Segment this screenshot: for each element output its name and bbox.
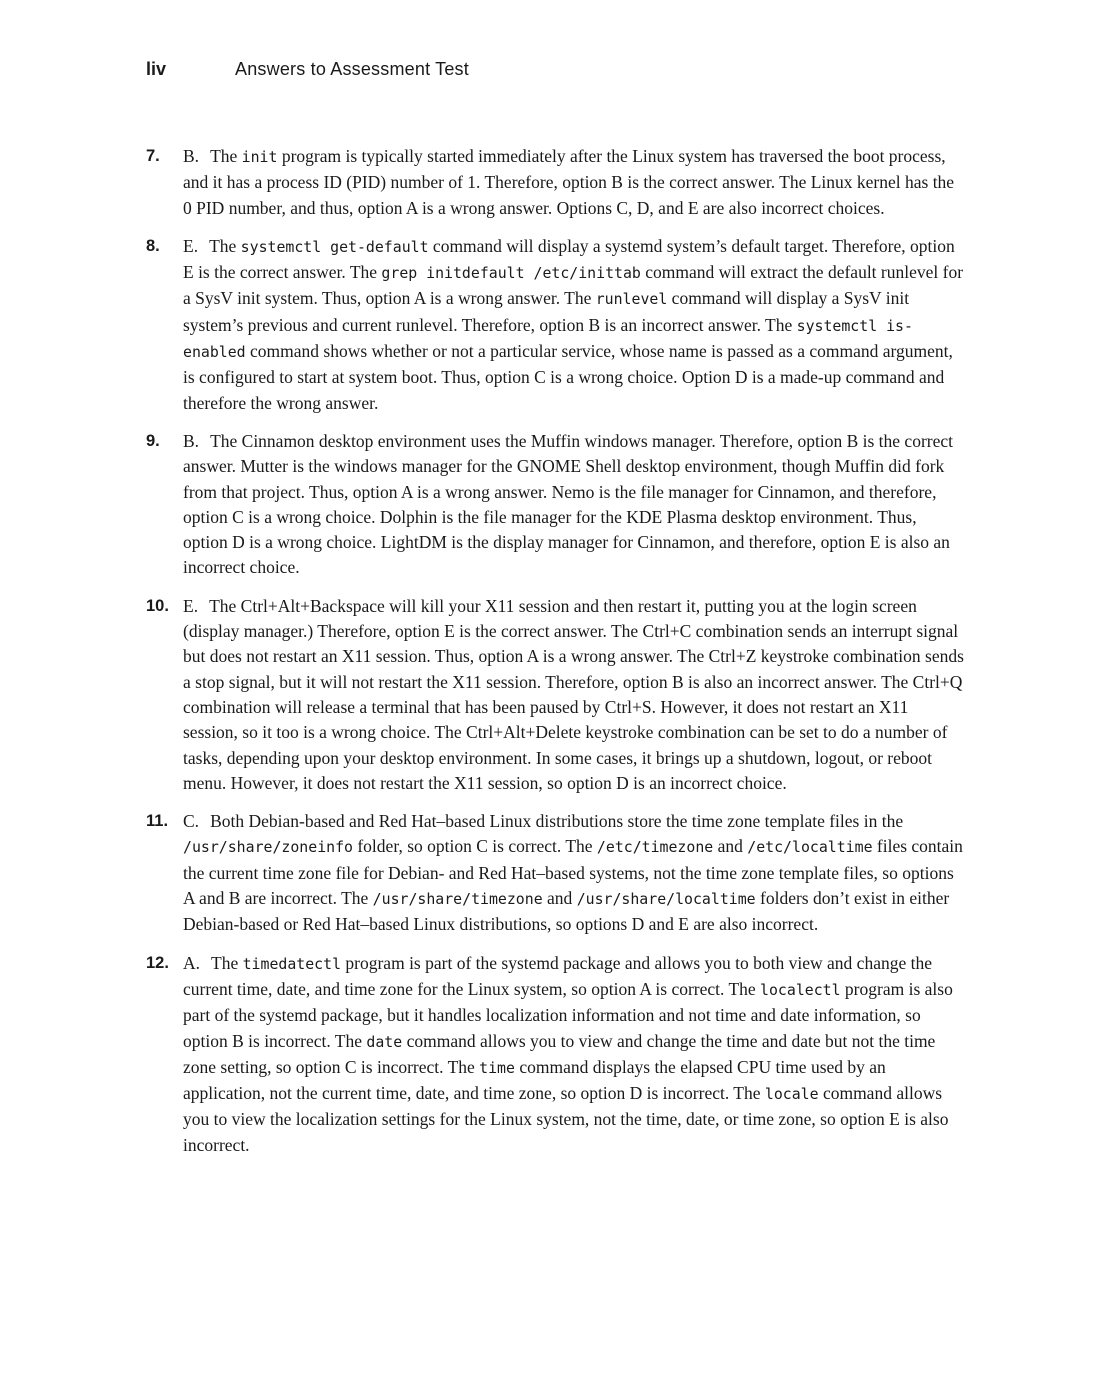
code-term: localectl (760, 980, 841, 999)
answer-item (146, 951, 964, 1158)
answer-item (146, 809, 964, 937)
running-head-title: Answers to Assessment Test (235, 59, 469, 79)
answer-number: 7. (146, 147, 160, 165)
text-run: The (211, 952, 243, 973)
text-run: command will display a systemd system’s default target. Therefore, option E is the correct answer. The (183, 235, 955, 283)
code-term: grep initdefault /etc/inittab (381, 264, 641, 283)
text-run: Both Debian-based and Red Hat–based Linux distributions store the time zone template files in the (210, 811, 904, 832)
code-term: /etc/timezone (596, 838, 714, 857)
text-run: program is typically started immediately after the Linux system has traversed the boot process, and it has a process ID (PID) number of 1. Therefore, option B is the correct answer. The Linux kernel has the 0 PID number, and thus, option A is a wrong answer. Options C, D, and E are also incorrect choices. (183, 146, 955, 218)
text-run: program is also part of the systemd package, but it handles localization information and not time and date information, so option B is incorrect. The (183, 978, 953, 1051)
code-term: systemctl get-default (240, 237, 429, 256)
text-run: command will extract the default runlevel for a SysV init system. Thus, option A is a wrong answer. The (183, 262, 964, 309)
code-term: runlevel (595, 290, 668, 309)
answer-body (183, 951, 964, 1158)
answer-item (146, 594, 964, 796)
answer-letter: B. (183, 146, 200, 166)
answer-letter: E. (183, 235, 199, 256)
answer-number: 11. (146, 812, 169, 831)
text-run: The Cinnamon desktop environment uses the Muffin windows manager. Therefore, option B is the correct answer. Mutter is the windows manager for the GNOME Shell desktop environment, though Muffin did fork from that project. Thus, option A is a wrong answer. Nemo is the file manager for Cinnamon, and therefore, option C is a wrong choice. Dolphin is the file manager for the KDE Plasma desktop environment. Thus, option D is a wrong choice. LightDM is the display manager for Cinnamon, and therefore, option E is also an incorrect choice. (183, 430, 954, 578)
answer-item (146, 144, 964, 221)
code-term: init (241, 148, 278, 166)
text-run: and (713, 836, 748, 857)
answer-body (183, 809, 964, 937)
answer-body (183, 594, 964, 796)
answer-body (183, 144, 964, 221)
text-run: program is part of the systemd package and allows you to both view and change the current time, date, and time zone for the Linux system, so option A is correct. The (183, 952, 932, 999)
code-term: time (479, 1058, 515, 1077)
page-header (146, 58, 964, 80)
answer-item (146, 234, 964, 416)
answer-text (183, 236, 963, 413)
text-run: command displays the elapsed CPU time used by an application, not the current time, date, and time zone, so option D is incorrect. The (183, 1056, 886, 1104)
code-term: /usr/share/zoneinfo (183, 838, 353, 857)
page-number: liv (146, 59, 167, 79)
answer-text (183, 431, 953, 577)
code-term: timedatectl (242, 954, 342, 973)
text-run: and (542, 888, 577, 909)
code-term: /usr/share/timezone (372, 890, 543, 909)
answer-text (183, 596, 964, 793)
text-run: folder, so option C is correct. The (352, 836, 597, 857)
answer-number: 10. (146, 596, 169, 615)
answer-text (183, 811, 963, 934)
text-run: command allows you to view the localization settings for the Linux system, not the time, date, or time zone, so option E is also incorrect. (183, 1083, 949, 1155)
answer-letter: C. (183, 811, 200, 832)
answer-number: 9. (146, 431, 160, 450)
text-run: files contain the current time zone file for Debian- and Red Hat–based systems, not the time zone template files, so options A and B are incorrect. The (183, 836, 963, 909)
code-term: date (366, 1032, 403, 1051)
text-run: The (210, 146, 242, 166)
answer-body (183, 429, 964, 581)
answer-letter: E. (183, 595, 199, 616)
code-term: locale (764, 1085, 819, 1104)
answer-letter: A. (183, 952, 201, 973)
answer-letter: B. (183, 430, 200, 451)
text-run: The Ctrl+Alt+Backspace will kill your X11 session and then restart it, putting you at the login screen (display manager.) Therefore, option E is the correct answer. The Ctrl+C combination sends an interrupt signal but does not restart an X11 session. Thus, option A is a wrong answer. The Ctrl+Z keystroke combination sends a stop signal, but it will not restart the X11 session. Therefore, option B is also an incorrect answer. The Ctrl+Q combination will release a terminal that has been paused by Ctrl+S. However, it does not restart an X11 session, so it too is a wrong choice. The Ctrl+Alt+Delete keystroke combination can be set to do a number of tasks, depending upon your desktop environment. In some cases, it brings up a shutdown, logout, or reboot menu. However, it does not restart the X11 session, so option D is an incorrect choice. (183, 595, 964, 793)
text-run: command shows whether or not a particular service, whose name is passed as a command argument, is configured to start at system boot. Thus, option C is a wrong choice. Option D is a made-up command and therefore the wrong answer. (183, 341, 953, 413)
text-run: command will display a SysV init system’s previous and current runlevel. Therefore, option B is an incorrect answer. The (183, 288, 910, 335)
text-run: folders don’t exist in either Debian-based or Red Hat–based Linux distributions, so options D and E are also incorrect. (183, 888, 950, 935)
code-term: systemctl is-enabled (183, 316, 913, 362)
code-term: /usr/share/localtime (576, 890, 756, 909)
answer-item (146, 429, 964, 581)
answer-text (183, 953, 953, 1155)
answer-body (183, 234, 964, 416)
code-term: /etc/localtime (747, 838, 873, 857)
answer-number: 8. (146, 236, 160, 255)
text-run: The (209, 235, 241, 256)
answer-number: 12. (146, 953, 169, 972)
text-run: command allows you to view and change the time and date but not the time zone setting, so option C is incorrect. The (183, 1030, 936, 1077)
answer-text (183, 146, 954, 218)
answers-list (146, 144, 964, 1158)
